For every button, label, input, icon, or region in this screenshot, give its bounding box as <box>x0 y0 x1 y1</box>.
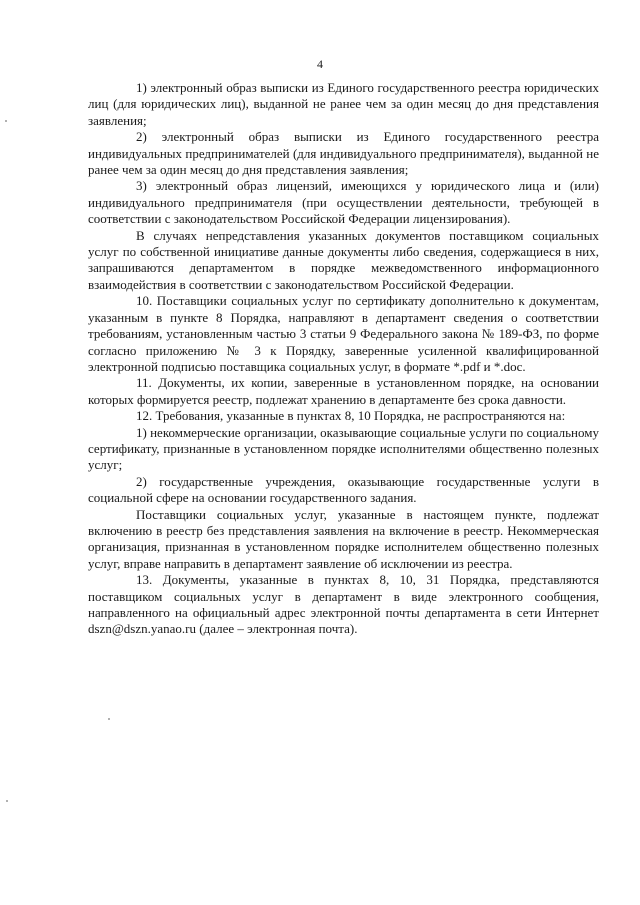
scan-speck <box>108 718 110 720</box>
paragraph-11-document-storage: 11. Документы, их копии, заверенные в установленном порядке, на основании которых формируется реестр, подлежат хранению в департаменте без срока давности. <box>88 375 599 407</box>
paragraph-interagency-request: В случаях непредставления указанных документов поставщиком социальных услуг по собственной инициативе данные документы либо сведения, содержащиеся в них, запрашиваются департаментом в порядке межведомственного информационного взаимодействия в соответствии с законодательством Российской Федерации. <box>88 227 599 292</box>
paragraph-12-item-1: 1) некоммерческие организации, оказывающие социальные услуги по социальному сертификату, признанные в установленном порядке исполнителями общественно полезных услуг; <box>88 424 599 473</box>
document-body <box>88 80 599 638</box>
scan-speck <box>5 120 7 122</box>
paragraph-exempt-inclusion: Поставщики социальных услуг, указанные в настоящем пункте, подлежат включению в реестр без представления заявления на включение в реестр. Некоммерческая организация, признанная в установленном порядке исполнителем общественно полезных услуг, вправе направить в департамент заявление об исключении из реестра. <box>88 506 599 571</box>
paragraph-13-electronic-submission: 13. Документы, указанные в пунктах 8, 10, 31 Порядка, представляются поставщиком социальных услуг в департамент в виде электронного сообщения, направленного на официальный адрес электронной почты департамента в сети Интернет dszn@dszn.yanao.ru (далее – электронная почта). <box>88 572 599 637</box>
paragraph-2-egrip: 2) электронный образ выписки из Единого государственного реестра индивидуальных предпринимателей (для индивидуального предпринимателя), выданной не ранее чем за один месяц до дня представления заявления; <box>88 129 599 178</box>
paragraph-1-egrul: 1) электронный образ выписки из Единого государственного реестра юридических лиц (для юридических лиц), выданной не ранее чем за один месяц до дня представления заявления; <box>88 80 599 128</box>
page-number: 4 <box>317 57 323 71</box>
paragraph-10-certificate-providers: 10. Поставщики социальных услуг по сертификату дополнительно к документам, указанным в пункте 8 Порядка, направляют в департамент сведения о соответствии требованиям, установленным частью 3 статьи 9 Федерального закона № 189-ФЗ, по форме согласно приложению № 3 к Порядку, заверенные усиленной квалифицированной электронной подписью поставщика социальных услуг, в формате *.pdf и *.doc. <box>88 293 599 374</box>
scan-speck <box>6 800 8 802</box>
paragraph-12-exemptions: 12. Требования, указанные в пунктах 8, 10 Порядка, не распространяются на: <box>136 408 566 424</box>
paragraph-12-item-2: 2) государственные учреждения, оказывающие государственные услуги в социальной сфере на основании государственного задания. <box>88 473 599 506</box>
paragraph-3-licenses: 3) электронный образ лицензий, имеющихся у юридического лица и (или) индивидуального предпринимателя (при осуществлении деятельности, требующей в соответствии с законодательством Российской Федерации лицензирования). <box>88 178 599 227</box>
